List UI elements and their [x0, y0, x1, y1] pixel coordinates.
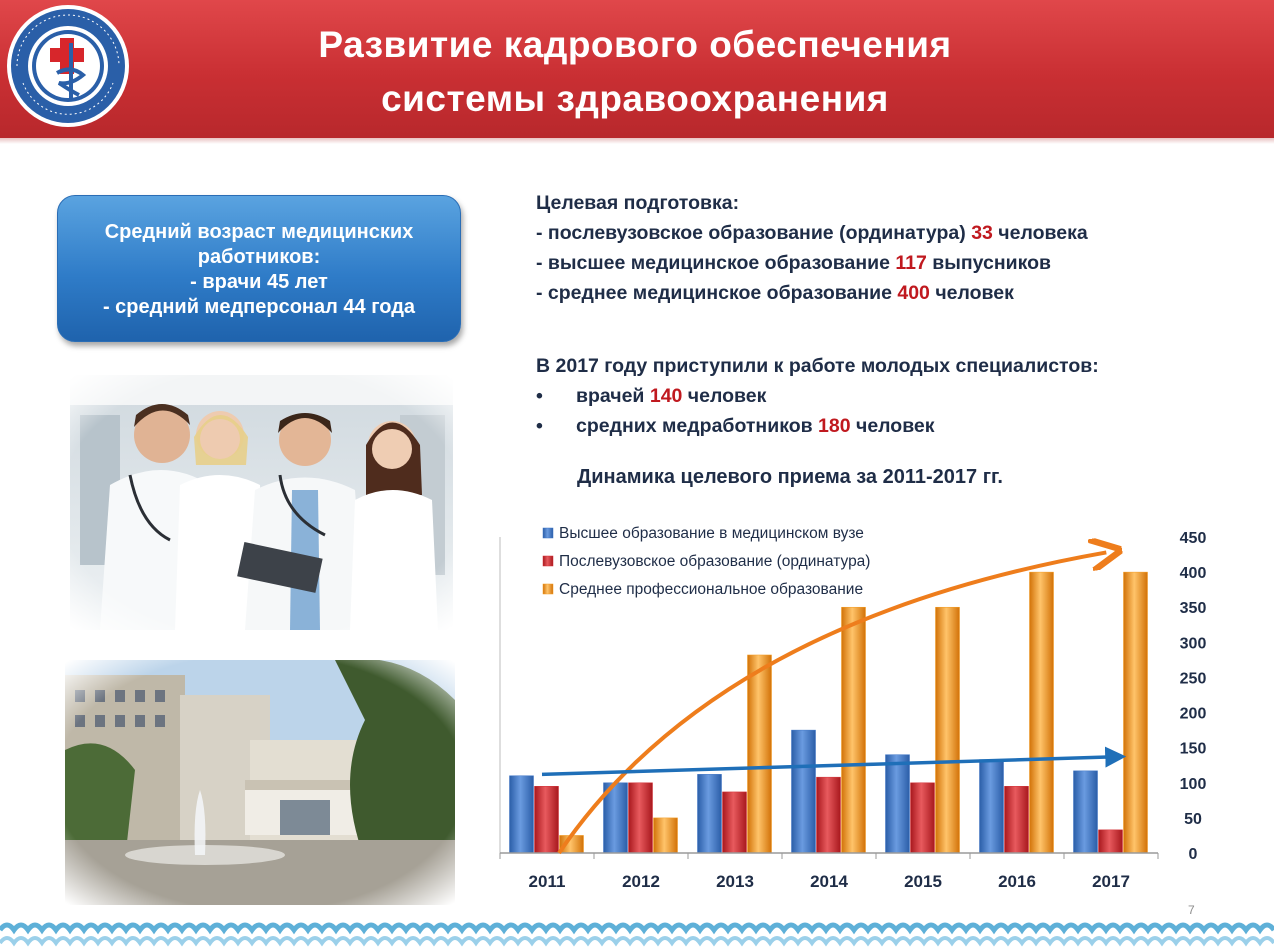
bar-higher-2016 — [980, 760, 1004, 853]
item-value: 180 — [818, 415, 851, 437]
bar-residency-2014 — [817, 777, 841, 853]
y-tick-label: 350 — [1179, 600, 1207, 618]
bar-residency-2016 — [1005, 786, 1029, 853]
legend-label: Среднее профессиональное образование — [559, 581, 864, 598]
bar-residency-2013 — [723, 792, 747, 853]
medical-staff-photo — [70, 375, 453, 630]
training-item-secondary — [536, 278, 1088, 308]
training-item-residency — [536, 218, 1088, 248]
bar-higher-2015 — [886, 755, 910, 853]
item-unit: человека — [992, 222, 1088, 244]
bar-residency-2011 — [535, 786, 559, 853]
item-unit: выпусников — [926, 252, 1052, 274]
average-age-nurses: - средний медперсонал 44 года — [102, 296, 416, 318]
bar-secondary-2012 — [654, 818, 678, 853]
x-tick-label: 2012 — [622, 872, 660, 891]
bar-secondary-2013 — [748, 655, 772, 853]
y-tick-label: 150 — [1179, 740, 1207, 758]
bar-higher-2013 — [698, 774, 722, 853]
x-tick-label: 2014 — [810, 872, 848, 891]
legend-label: Послевузовское образование (ординатура) — [559, 553, 871, 570]
item-text: врачей — [576, 385, 650, 407]
item-value: 140 — [649, 385, 683, 407]
item-value: 400 — [897, 282, 930, 304]
young-nurses-item — [536, 411, 1099, 441]
legend-swatch — [543, 528, 553, 538]
bar-secondary-2014 — [842, 607, 866, 853]
average-age-doctors: - врачи 45 лет — [190, 271, 328, 293]
bar-higher-2011 — [510, 776, 534, 853]
average-age-line-1: Средний возраст медицинских — [104, 221, 414, 243]
y-tick-label: 100 — [1179, 775, 1207, 793]
item-text: - послевузовское образование (ординатура) — [536, 222, 972, 244]
bar-residency-2017 — [1099, 830, 1123, 853]
x-tick-label: 2015 — [904, 872, 942, 891]
header-divider — [0, 138, 1274, 144]
page-number: 7 — [1188, 903, 1195, 917]
bar-higher-2014 — [792, 730, 816, 853]
bar-secondary-2015 — [936, 607, 960, 853]
page-title — [200, 18, 1070, 126]
training-item-higher — [536, 248, 1088, 278]
y-tick-label: 0 — [1188, 846, 1198, 863]
admission-dynamics-chart — [480, 520, 1220, 905]
chart-title: Динамика целевого приема за 2011-2017 гг. — [577, 466, 1003, 488]
average-age-line-2: работников: — [197, 246, 321, 268]
bar-residency-2012 — [629, 783, 653, 853]
young-doctors-item — [536, 381, 1099, 411]
ministry-logo — [5, 3, 131, 129]
item-text: средних медработников — [576, 415, 819, 437]
x-tick-label: 2016 — [998, 872, 1036, 891]
bullet-icon: • — [536, 385, 543, 407]
x-tick-label: 2011 — [528, 872, 566, 891]
young-specialists-block — [536, 351, 1099, 441]
bar-residency-2015 — [911, 783, 935, 853]
targeted-training-block — [536, 188, 1088, 308]
item-unit: человек — [682, 385, 767, 407]
y-tick-label: 250 — [1179, 670, 1207, 688]
targeted-training-heading: Целевая подготовка: — [536, 192, 740, 214]
item-text: - среднее медицинское образование — [536, 282, 898, 304]
legend-label: Высшее образование в медицинском вузе — [559, 525, 864, 542]
young-specialists-heading: В 2017 году приступили к работе молодых специалистов: — [536, 355, 1099, 377]
x-tick-label: 2013 — [716, 872, 754, 891]
x-tick-label: 2017 — [1092, 872, 1130, 891]
item-value: 117 — [895, 252, 927, 274]
legend-swatch — [543, 584, 553, 594]
bullet-icon: • — [536, 415, 543, 437]
title-line-2: системы здравоохранения — [381, 78, 889, 119]
legend-swatch — [543, 556, 553, 566]
bar-higher-2017 — [1074, 771, 1098, 853]
bar-secondary-2017 — [1124, 572, 1148, 853]
y-tick-label: 450 — [1179, 530, 1207, 547]
item-unit: человек — [929, 282, 1014, 304]
title-line-1: Развитие кадрового обеспечения — [318, 24, 952, 65]
footer-wave-border — [0, 918, 1274, 951]
item-text: - высшее медицинское образование — [536, 252, 896, 274]
y-tick-label: 200 — [1179, 705, 1207, 723]
average-age-box — [57, 195, 461, 342]
y-tick-label: 300 — [1179, 635, 1207, 653]
item-unit: человек — [850, 415, 935, 437]
bar-secondary-2016 — [1030, 572, 1054, 853]
y-tick-label: 50 — [1184, 810, 1202, 828]
y-tick-label: 400 — [1179, 565, 1207, 583]
hospital-building-photo — [65, 660, 455, 905]
item-value: 33 — [971, 222, 993, 244]
